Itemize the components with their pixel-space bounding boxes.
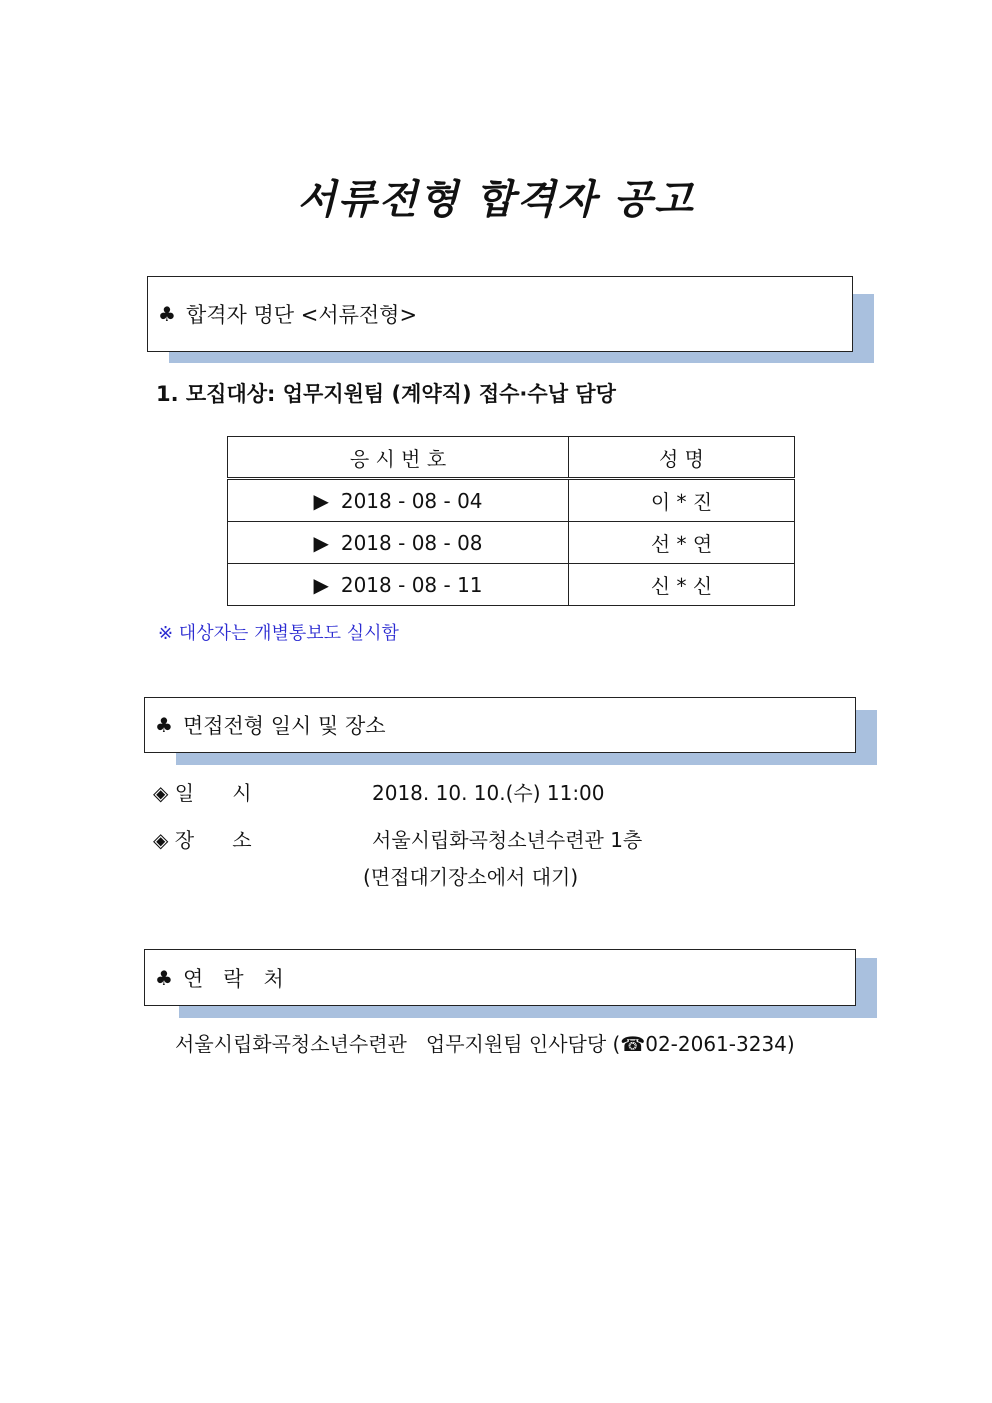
interview-date-label: ◈ 일 시 [153, 781, 252, 805]
page-title: 서류전형 합격자 공고 [297, 177, 695, 223]
interview-date-value: 2018. 10. 10.(수) 11:00 [372, 781, 605, 805]
contact-info: 서울시립화곡청소년수련관 업무지원팀 인사담당 (☎02-2061-3234) [175, 1032, 795, 1056]
applicant-name: 선 * 연 [569, 522, 795, 564]
applicant-name: 이 * 진 [569, 479, 795, 522]
notice-note: ※ 대상자는 개별통보도 실시함 [158, 623, 399, 644]
table-row [228, 522, 795, 564]
section3-heading: 연 락 처 [182, 966, 284, 991]
exam-number: 2018 - 08 - 04 [340, 488, 483, 513]
applicant-table [227, 436, 795, 606]
triangle-icon: ▶ [313, 488, 329, 513]
table-row [228, 479, 795, 522]
header-exam-number: 응 시 번 호 [228, 437, 569, 479]
club-icon: ♣ [155, 713, 173, 737]
table-row [228, 564, 795, 606]
header-name: 성 명 [569, 437, 795, 479]
triangle-icon: ▶ [313, 572, 329, 597]
diamond-icon: ◈ [153, 781, 169, 805]
interview-place-note: (면접대기장소에서 대기) [363, 865, 579, 889]
section2-header-box [144, 697, 856, 753]
section1-header-box [147, 276, 853, 352]
club-icon: ♣ [158, 302, 176, 326]
interview-place-value: 서울시립화곡청소년수련관 1층 [372, 828, 643, 852]
exam-number: 2018 - 08 - 11 [340, 572, 483, 597]
section2-heading: 면접전형 일시 및 장소 [182, 714, 386, 738]
triangle-icon: ▶ [313, 530, 329, 555]
section1-heading: 합격자 명단 <서류전형> [185, 303, 418, 327]
table-header-row [228, 437, 795, 479]
diamond-icon: ◈ [153, 828, 169, 852]
club-icon: ♣ [155, 965, 173, 990]
exam-number: 2018 - 08 - 08 [340, 530, 483, 555]
interview-place-label: ◈ 장 소 [153, 828, 252, 852]
section3-header-box [144, 949, 856, 1006]
applicant-name: 신 * 신 [569, 564, 795, 606]
recruitment-target: 1. 모집대상: 업무지원팀 (계약직) 접수·수납 담당 [156, 382, 616, 406]
